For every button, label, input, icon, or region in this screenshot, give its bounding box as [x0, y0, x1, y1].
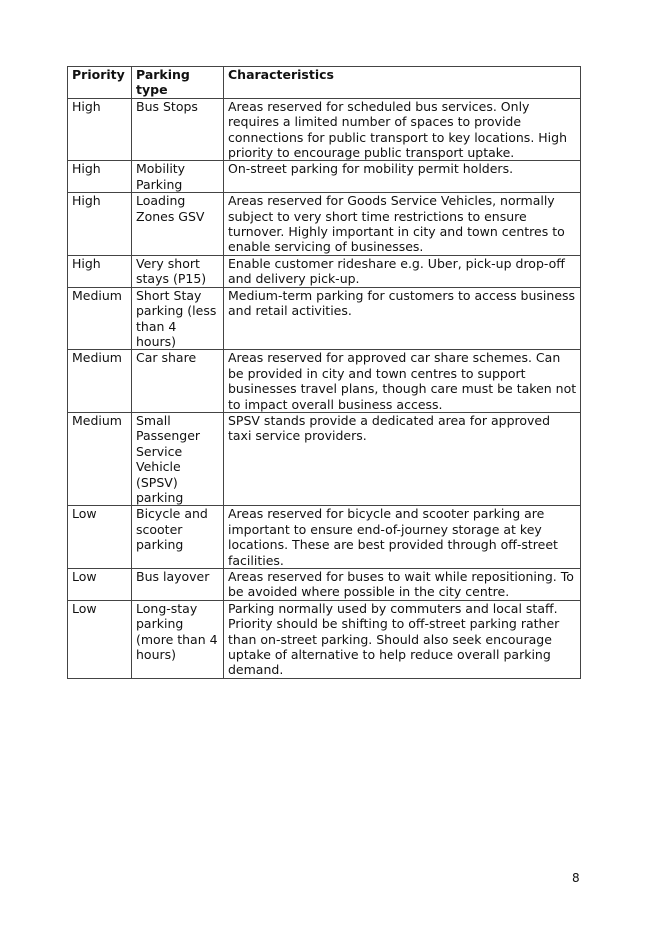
cell-parking-type: Loading Zones GSV: [132, 193, 224, 256]
table-header-row: [68, 67, 581, 99]
cell-priority: Low: [68, 569, 132, 601]
cell-characteristics: Medium-term parking for customers to access business and retail activities.: [224, 287, 581, 350]
cell-priority: High: [68, 161, 132, 193]
cell-parking-type: Car share: [132, 350, 224, 413]
cell-parking-type: Bicycle and scooter parking: [132, 506, 224, 569]
cell-characteristics: Areas reserved for scheduled bus services. Only requires a limited number of spaces to provide connections for public transport to key locations. High priority to encourage public transport uptake.: [224, 98, 581, 161]
table-row: [68, 287, 581, 350]
table-row: [68, 350, 581, 413]
cell-parking-type: Short Stay parking (less than 4 hours): [132, 287, 224, 350]
cell-parking-type: Bus Stops: [132, 98, 224, 161]
cell-priority: Low: [68, 600, 132, 678]
cell-priority: Medium: [68, 350, 132, 413]
cell-priority: High: [68, 255, 132, 287]
header-parking-type: Parking type: [132, 67, 224, 99]
cell-characteristics: Areas reserved for buses to wait while repositioning. To be avoided where possible in the city centre.: [224, 569, 581, 601]
page-number: 8: [572, 871, 580, 885]
cell-characteristics: Areas reserved for bicycle and scooter parking are important to ensure end-of-journey storage at key locations. These are best provided through off-street facilities.: [224, 506, 581, 569]
cell-characteristics: Areas reserved for Goods Service Vehicles, normally subject to very short time restrictions to ensure turnover. Highly important in city and town centres to enable servicing of businesses.: [224, 193, 581, 256]
table-row: [68, 161, 581, 193]
cell-characteristics: On-street parking for mobility permit holders.: [224, 161, 581, 193]
cell-characteristics: Areas reserved for approved car share schemes. Can be provided in city and town centres to support businesses travel plans, though care must be taken not to impact overall business access.: [224, 350, 581, 413]
table-row: [68, 506, 581, 569]
cell-priority: Low: [68, 506, 132, 569]
cell-priority: Medium: [68, 287, 132, 350]
cell-parking-type: Very short stays (P15): [132, 255, 224, 287]
cell-characteristics: SPSV stands provide a dedicated area for approved taxi service providers.: [224, 412, 581, 505]
header-characteristics: Characteristics: [224, 67, 581, 99]
cell-priority: High: [68, 98, 132, 161]
cell-priority: High: [68, 193, 132, 256]
parking-priority-table: [67, 66, 581, 679]
cell-priority: Medium: [68, 412, 132, 505]
table-row: [68, 600, 581, 678]
table-row: [68, 569, 581, 601]
header-priority: Priority: [68, 67, 132, 99]
cell-characteristics: Enable customer rideshare e.g. Uber, pick-up drop-off and delivery pick-up.: [224, 255, 581, 287]
cell-parking-type: Mobility Parking: [132, 161, 224, 193]
cell-parking-type: Bus layover: [132, 569, 224, 601]
table-row: [68, 193, 581, 256]
cell-parking-type: Small Passenger Service Vehicle (SPSV) parking: [132, 412, 224, 505]
cell-parking-type: Long-stay parking (more than 4 hours): [132, 600, 224, 678]
table-row: [68, 412, 581, 505]
table-row: [68, 98, 581, 161]
cell-characteristics: Parking normally used by commuters and local staff. Priority should be shifting to off-street parking rather than on-street parking. Should also seek encourage uptake of alternative to help reduce overall parking demand.: [224, 600, 581, 678]
table-row: [68, 255, 581, 287]
